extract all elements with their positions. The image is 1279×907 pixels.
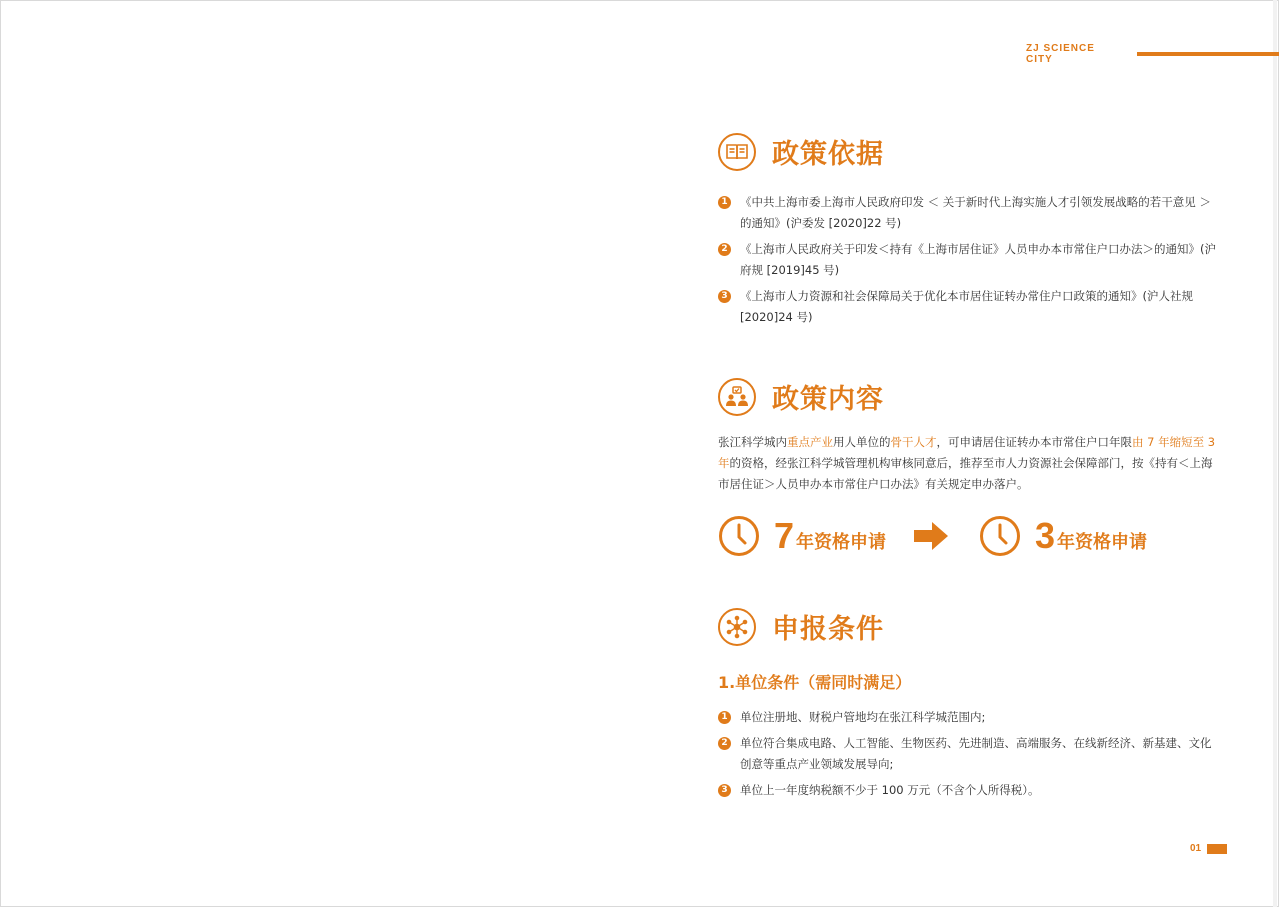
to-years: 3	[1035, 515, 1056, 556]
text-run: ，可申请居住证转办本市常住户口年限	[936, 435, 1132, 449]
number-badge: 1	[718, 196, 731, 209]
network-icon	[718, 608, 756, 646]
page-edge	[1273, 0, 1277, 907]
list-item-text: 单位注册地、财税户管地均在张江科学城范围内;	[740, 710, 986, 724]
section-title: 政策内容	[772, 384, 884, 415]
list-item	[718, 239, 1218, 281]
highlight-text: 由 7 年缩短至 3 年	[718, 435, 1216, 470]
section-policy-basis	[718, 132, 1218, 333]
section-title: 申报条件	[772, 614, 884, 645]
list-item-text: 单位符合集成电路、人工智能、生物医药、先进制造、高端服务、在线新经济、新基建、文化创意等重点产业领域发展导向;	[740, 736, 1212, 771]
unit-conditions-list	[718, 707, 1218, 801]
list-item	[718, 733, 1218, 775]
section-policy-content	[718, 377, 1218, 495]
number-badge: 2	[718, 243, 731, 256]
qualification-flow	[718, 512, 1198, 562]
list-item-text: 《中共上海市委上海市人民政府印发 ＜ 关于新时代上海实施人才引领发展战略的若干意见 ＞ 的通知》(沪委发 [2020]22 号)	[740, 195, 1211, 230]
text-run: 的资格，经张江科学城管理机构审核同意后，推荐至市人力资源社会保障部门，按《持有＜上海市居住证＞人员申办本市常住户口办法》有关规定申办落户。	[718, 456, 1213, 491]
section-application-conditions	[718, 607, 1218, 806]
text-run: 用人单位的	[833, 435, 891, 449]
number-badge: 1	[718, 711, 731, 724]
from-years: 7	[774, 515, 795, 556]
footer	[1190, 843, 1227, 854]
section-heading	[718, 377, 1218, 416]
section-heading	[718, 607, 1218, 646]
number-badge: 2	[718, 737, 731, 750]
to-label: 年资格申请	[1057, 532, 1148, 553]
book-icon	[718, 133, 756, 171]
list-item	[718, 192, 1218, 234]
flow-from	[718, 512, 886, 560]
number-badge: 3	[718, 784, 731, 797]
from-label: 年资格申请	[796, 532, 887, 553]
list-item-text: 《上海市人民政府关于印发＜持有《上海市居住证》人员申办本市常住户口办法＞的通知》(沪府规 [2019]45 号)	[740, 242, 1216, 277]
highlight-text: 骨干人才	[890, 435, 937, 449]
list-item-text: 单位上一年度纳税额不少于 100 万元（不含个人所得税）。	[740, 783, 1040, 797]
text-run: 张江科学城内	[718, 435, 787, 449]
header	[1026, 43, 1279, 65]
clock-icon	[718, 515, 760, 557]
highlight-text: 重点产业	[787, 435, 833, 449]
section-heading	[718, 132, 1218, 171]
number-badge: 3	[718, 290, 731, 303]
list-item	[718, 707, 1218, 728]
policy-basis-list	[718, 192, 1218, 328]
list-item	[718, 780, 1218, 801]
clock-icon	[979, 515, 1021, 557]
header-accent-bar	[1137, 52, 1279, 56]
policy-content-paragraph	[718, 432, 1218, 495]
brand-label: ZJ SCIENCE CITY	[1026, 43, 1095, 65]
list-item	[718, 286, 1218, 328]
page-number: 01	[1190, 843, 1202, 854]
people-check-icon	[718, 378, 756, 416]
footer-accent-bar	[1207, 844, 1227, 854]
arrow-right-icon	[914, 522, 948, 550]
section-title: 政策依据	[772, 139, 884, 170]
subsection-title: 1.单位条件（需同时满足）	[718, 673, 912, 692]
list-item-text: 《上海市人力资源和社会保障局关于优化本市居住证转办常住户口政策的通知》(沪人社规 [2020]24 号)	[740, 289, 1193, 324]
flow-to	[979, 512, 1147, 560]
